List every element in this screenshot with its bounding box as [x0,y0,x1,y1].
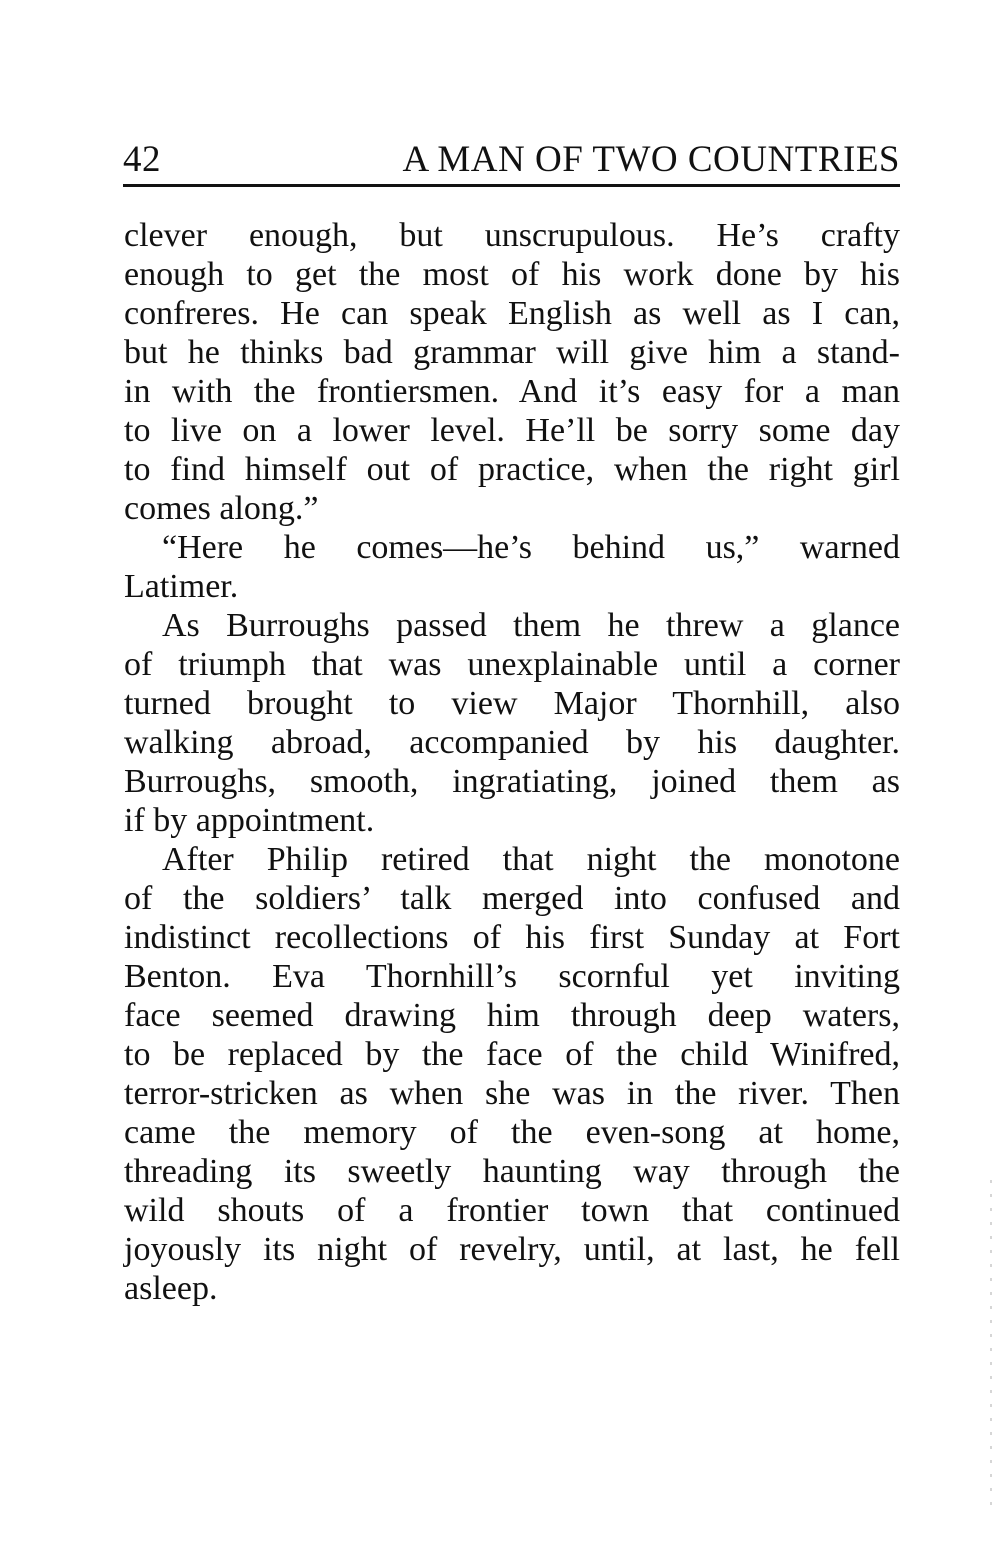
book-title: A MAN OF TWO COUNTRIES [402,139,900,180]
text-line: After Philip retired that night the monotone [162,841,900,878]
text-line: Benton. Eva Thornhill’s scornful yet inviting [124,958,900,995]
text-line: confreres. He can speak English as well as I can, [124,295,900,332]
header-rule [123,184,900,187]
text-line: indistinct recollections of his first Sunday at Fort [124,919,900,956]
text-line: terror-stricken as when she was in the river. Then [124,1075,900,1112]
text-line: “Here he comes—he’s behind us,” warned [162,529,900,566]
text-line: to be replaced by the face of the child Winifred, [124,1036,900,1073]
text-line: walking abroad, accompanied by his daughter. [124,724,900,761]
text-line: joyously its night of revelry, until, at last, he fell [124,1231,900,1268]
text-line: asleep. [124,1270,218,1307]
text-line: but he thinks bad grammar will give him a stand- [124,334,900,371]
text-line: threading its sweetly haunting way through the [124,1153,900,1190]
page-number: 42 [123,139,161,180]
text-line: came the memory of the even-song at home, [124,1114,900,1151]
text-line: in with the frontiersmen. And it’s easy for a man [124,373,900,410]
text-line: clever enough, but unscrupulous. He’s crafty [124,217,900,254]
text-line: Burroughs, smooth, ingratiating, joined them as [124,763,900,800]
scan-edge-artifact [990,1180,992,1510]
body-text [124,216,900,1308]
text-line: wild shouts of a frontier town that continued [124,1192,900,1229]
text-line: turned brought to view Major Thornhill, also [124,685,900,722]
text-line: enough to get the most of his work done by his [124,256,900,293]
running-head [123,136,900,184]
text-line: comes along.” [124,490,319,527]
text-line: face seemed drawing him through deep waters, [124,997,900,1034]
text-line: of triumph that was unexplainable until a corner [124,646,900,683]
text-line: Latimer. [124,568,239,605]
text-line: if by appointment. [124,802,375,839]
text-line: As Burroughs passed them he threw a glance [162,607,900,644]
text-line: to find himself out of practice, when the right girl [124,451,900,488]
text-line: to live on a lower level. He’ll be sorry some day [124,412,900,449]
text-line: of the soldiers’ talk merged into confused and [124,880,900,917]
